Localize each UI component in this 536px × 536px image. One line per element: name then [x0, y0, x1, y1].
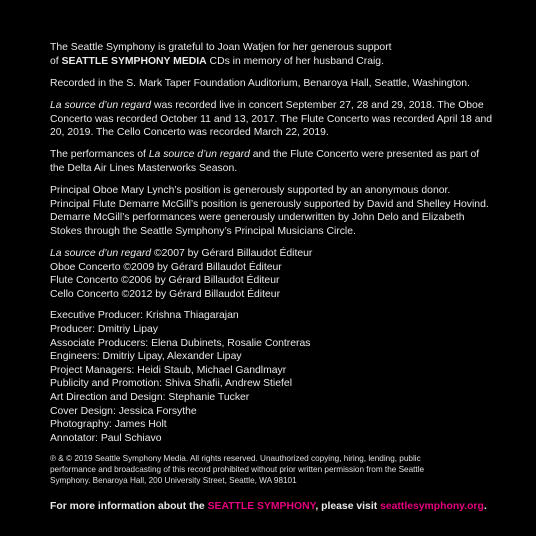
recording-dates-line-3: 20, 2019. The Cello Concerto was recorded March 22, 2019. — [50, 127, 329, 139]
intro-line-1: The Seattle Symphony is grateful to Joan Watjen for her generous support — [50, 42, 392, 53]
recording-dates-line-1-rest: was recorded live in concert September 27, 28 and 29, 2018. The Oboe — [151, 99, 484, 111]
recorded-in-paragraph — [50, 77, 500, 91]
performances-line-2: the Delta Air Lines Masterworks Season. — [50, 162, 238, 174]
footer-brand: SEATTLE SYMPHONY — [207, 501, 316, 513]
credits-list — [50, 309, 500, 445]
footer-suffix: . — [483, 501, 487, 513]
recording-dates-line-1 — [50, 99, 500, 113]
intro-line-2-suffix: CDs in memory of her husband Craig. — [206, 55, 384, 67]
credit-line: Photography: James Holt — [50, 419, 167, 431]
footer-middle: , please visit — [315, 501, 381, 513]
liner-notes-page — [50, 41, 500, 524]
performances-line-1-prefix: The performances of — [50, 149, 149, 161]
copyright-notice — [50, 454, 500, 486]
work-title: La source d’un regard — [50, 248, 152, 260]
copyright-line-2: performance and broadcasting of this record prohibited without prior written permission from the Seattle — [50, 465, 425, 474]
recording-dates-line-2: Concerto was recorded October 11 and 13, 2017. The Flute Concerto was recorded April 18 and — [50, 113, 493, 125]
intro-line-2 — [50, 55, 500, 69]
credit-line: Associate Producers: Elena Dubinets, Rosalie Contreras — [50, 337, 311, 349]
seattle-symphony-media-label: SEATTLE SYMPHONY MEDIA — [61, 55, 207, 67]
performances-paragraph — [50, 148, 500, 175]
publishing-line-4: Cello Concerto ©2012 by Gérard Billaudot Éditeur — [50, 288, 281, 300]
credit-line: Annotator: Paul Schiavo — [50, 432, 162, 444]
support-line-3: Demarre McGill’s performances were generously underwritten by John Delo and Elizabeth — [50, 212, 465, 224]
support-paragraph — [50, 184, 500, 238]
publishing-line-1 — [50, 247, 500, 261]
footer-info — [50, 500, 500, 514]
credit-line: Publicity and Promotion: Shiva Shafii, Andrew Stiefel — [50, 378, 292, 390]
publishing-line-2: Oboe Concerto ©2009 by Gérard Billaudot Éditeur — [50, 261, 282, 273]
credit-line: Executive Producer: Krishna Thiagarajan — [50, 310, 239, 322]
publishing-line-1-rest: ©2007 by Gérard Billaudot Éditeur — [151, 248, 313, 260]
credit-line: Engineers: Dmitriy Lipay, Alexander Lipay — [50, 351, 242, 363]
performances-line-1 — [50, 148, 500, 162]
credit-line: Art Direction and Design: Stephanie Tucker — [50, 392, 250, 404]
work-title: La source d’un regard — [148, 149, 250, 161]
performances-line-1-suffix: and the Flute Concerto were presented as part of — [249, 149, 480, 161]
website-link[interactable]: seattlesymphony.org — [380, 501, 484, 513]
recorded-in-line: Recorded in the S. Mark Taper Foundation Auditorium, Benaroya Hall, Seattle, Washington. — [50, 77, 470, 89]
credit-line: Project Managers: Heidi Staub, Michael Gandlmayr — [50, 364, 287, 376]
credit-line: Cover Design: Jessica Forsythe — [50, 405, 197, 417]
copyright-line-3: Symphony. Benaroya Hall, 200 University Street, Seattle, WA 98101 — [50, 475, 297, 485]
copyright-line-1: ℗ & © 2019 Seattle Symphony Media. All rights reserved. Unauthorized copying, hiring, lending, public — [50, 454, 421, 464]
credit-line: Producer: Dmitriy Lipay — [50, 324, 158, 336]
support-line-1: Principal Oboe Mary Lynch’s position is generously supported by an anonymous donor. — [50, 185, 451, 197]
intro-paragraph — [50, 41, 500, 68]
work-title: La source d’un regard — [50, 99, 152, 111]
intro-line-2-prefix: of — [50, 55, 62, 67]
footer-prefix: For more information about the — [50, 501, 208, 513]
recording-dates-paragraph — [50, 99, 500, 140]
publishing-paragraph — [50, 247, 500, 301]
publishing-line-3: Flute Concerto ©2006 by Gérard Billaudot Éditeur — [50, 275, 280, 287]
support-line-2: Principal Flute Demarre McGill’s position is generously supported by David and Shelley Hovind. — [50, 198, 489, 210]
support-line-4: Stokes through the Seattle Symphony’s Principal Musicians Circle. — [50, 225, 356, 237]
